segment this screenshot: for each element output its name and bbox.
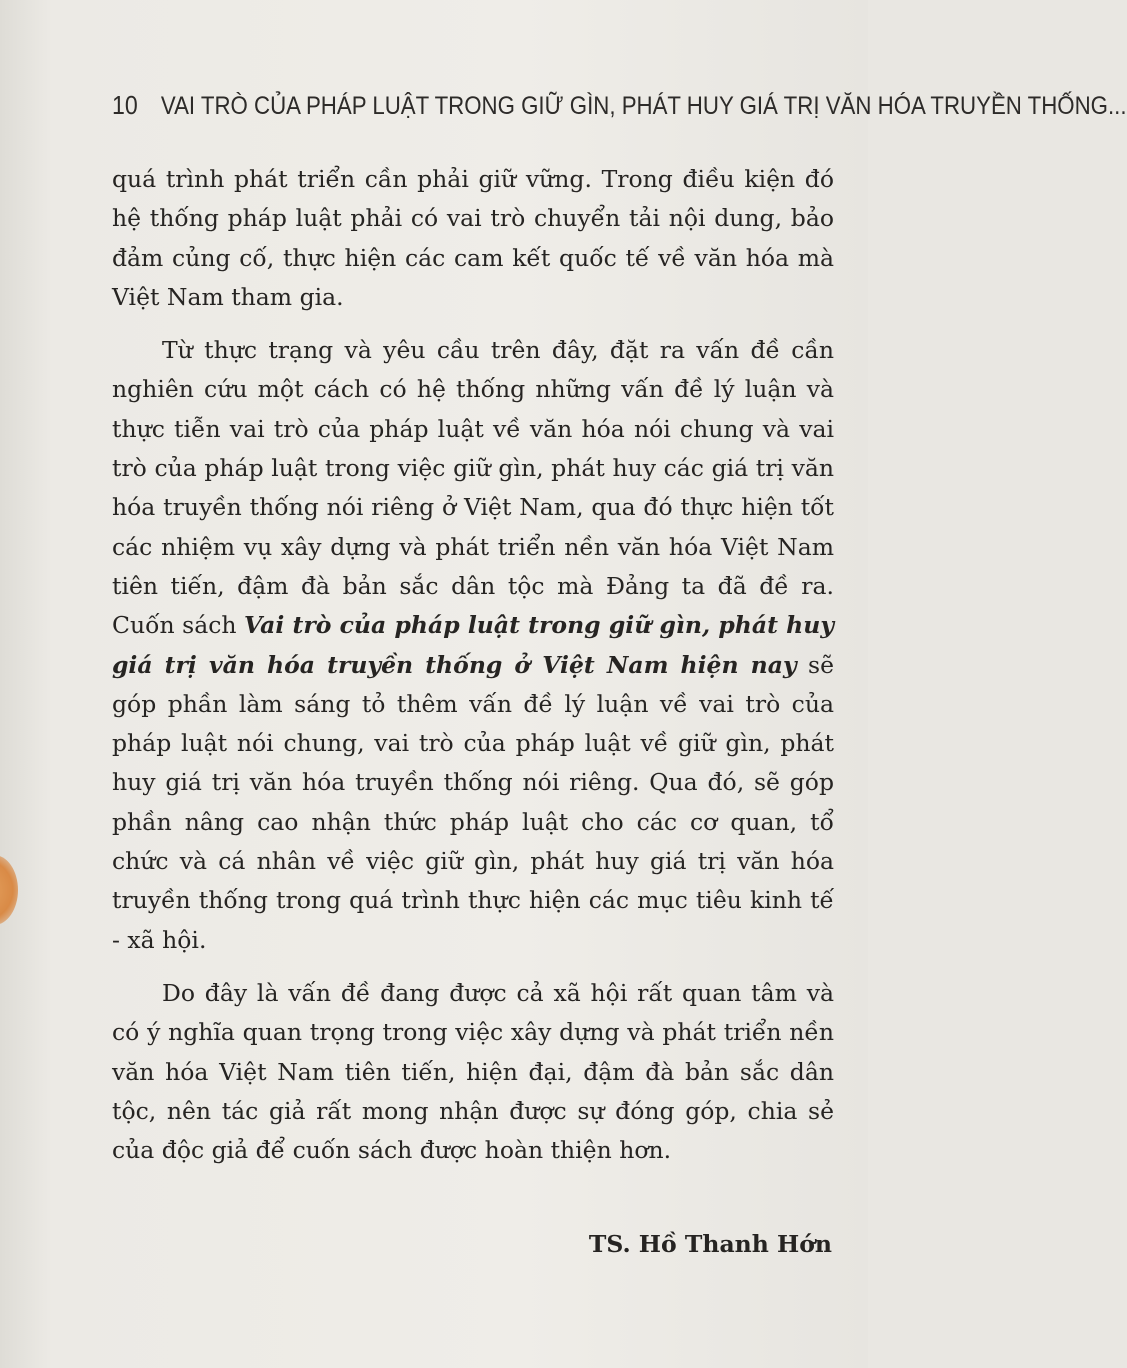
body-text: [112, 160, 834, 1184]
book-title: Vai trò của pháp luật trong giữ gìn, phát huy giá trị văn hóa truyền thống ở Việt Nam hiện nay: [112, 611, 835, 679]
page-number: 10: [112, 90, 138, 120]
paragraph-1: quá trình phát triển cần phải giữ vững. Trong điều kiện đó hệ thống pháp luật phải có vai trò chuyển tải nội dung, bảo đảm củng cố, thực hiện các cam kết quốc tế về văn hóa mà Việt Nam tham gia.: [112, 165, 834, 311]
finger-edge: [0, 855, 18, 925]
running-title: VAI TRÒ CỦA PHÁP LUẬT TRONG GIỮ GÌN, PHÁT HUY GIÁ TRỊ VĂN HÓA TRUYỀN THỐNG...: [160, 92, 1127, 120]
running-header: [112, 90, 1127, 130]
paragraph-2: [112, 331, 834, 960]
author-signature: TS. Hồ Thanh Hớn: [588, 1230, 832, 1258]
paragraph-2-rest: sẽ góp phần làm sáng tỏ thêm vấn đề lý luận về vai trò của pháp luật nói chung, vai trò của pháp luật về giữ gìn, phát huy giá trị văn hóa truyền thống nói riêng. Qua đó, sẽ góp phần nâng cao nhận thức pháp luật cho các cơ quan, tổ chức và cá nhân về việc giữ gìn, phát huy giá trị văn hóa truyền thống trong quá trình thực hiện các mục tiêu kinh tế - xã hội.: [112, 650, 835, 954]
paragraph-3: Do đây là vấn đề đang được cả xã hội rất quan tâm và có ý nghĩa quan trọng trong việc xây dựng và phát triển nền văn hóa Việt Nam tiên tiến, hiện đại, đậm đà bản sắc dân tộc, nên tác giả rất mong nhận được sự đóng góp, chia sẻ của độc giả để cuốn sách được hoàn thiện hơn.: [112, 978, 834, 1165]
paragraph-2-intro: Từ thực trạng và yêu cầu trên đây, đặt ra vấn đề cần nghiên cứu một cách có hệ thống những vấn đề lý luận và thực tiễn vai trò của pháp luật về văn hóa nói chung và vai trò của pháp luật trong việc giữ gìn, phát huy các giá trị văn hóa truyền thống nói riêng ở Việt Nam, qua đó thực hiện tốt các nhiệm vụ xây dựng và phát triển nền văn hóa Việt Nam tiên tiến, đậm đà bản sắc dân tộc mà Đảng ta đã đề ra. Cuốn sách: [112, 336, 834, 640]
